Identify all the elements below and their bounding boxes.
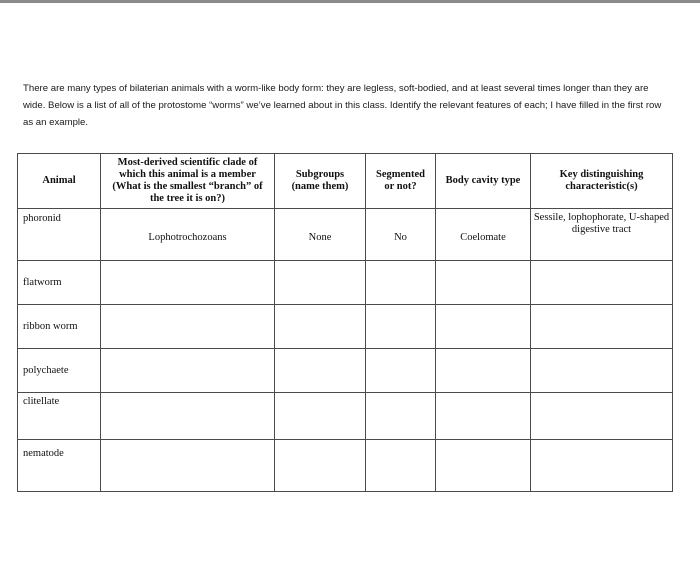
cell-clade: Lophotrochozoans: [101, 209, 275, 261]
header-features: Key distinguishing characteristic(s): [531, 154, 673, 209]
table-row-flatworm: [18, 261, 673, 305]
cell-body-cavity-blank[interactable]: [436, 261, 531, 305]
cell-features-blank[interactable]: [531, 440, 673, 492]
cell-clade-blank[interactable]: [101, 349, 275, 393]
table-row-clitellate: [18, 393, 673, 440]
cell-subgroups-blank[interactable]: [275, 305, 366, 349]
cell-subgroups-blank[interactable]: [275, 393, 366, 440]
cell-body-cavity-blank[interactable]: [436, 393, 531, 440]
cell-animal: phoronid: [18, 209, 101, 261]
cell-body-cavity-blank[interactable]: [436, 305, 531, 349]
table-row-phoronid: [18, 209, 673, 261]
cell-features-blank[interactable]: [531, 261, 673, 305]
cell-subgroups-blank[interactable]: [275, 440, 366, 492]
table-header-row: [18, 154, 673, 209]
cell-body-cavity-blank[interactable]: [436, 440, 531, 492]
cell-clade-blank[interactable]: [101, 305, 275, 349]
header-segmented: Segmented or not?: [366, 154, 436, 209]
cell-segmented-blank[interactable]: [366, 349, 436, 393]
table-row-nematode: [18, 440, 673, 492]
cell-body-cavity: Coelomate: [436, 209, 531, 261]
table-row-ribbon-worm: [18, 305, 673, 349]
cell-animal: clitellate: [18, 393, 101, 440]
cell-segmented-blank[interactable]: [366, 440, 436, 492]
cell-segmented: No: [366, 209, 436, 261]
cell-features-blank[interactable]: [531, 305, 673, 349]
cell-clade-blank[interactable]: [101, 261, 275, 305]
cell-body-cavity-blank[interactable]: [436, 349, 531, 393]
instructions-paragraph: There are many types of bilaterian animals with a worm-like body form: they are legless, soft-bodied, and at least several times longer than they are wide. Below is a list of all of the protostome “worms” we’ve learned about in this class. Identify the relevant features of each; I have filled in the first row as an example.: [23, 82, 662, 128]
cell-clade-blank[interactable]: [101, 440, 275, 492]
cell-features-blank[interactable]: [531, 393, 673, 440]
cell-animal: ribbon worm: [18, 305, 101, 349]
table-row-polychaete: [18, 349, 673, 393]
cell-animal: nematode: [18, 440, 101, 492]
cell-segmented-blank[interactable]: [366, 305, 436, 349]
header-clade: Most-derived scientific clade of which this animal is a member (What is the smallest “branch” of the tree it is on?): [101, 154, 275, 209]
cell-features: Sessile, lophophorate, U-shaped digestive tract: [531, 209, 673, 261]
cell-clade-blank[interactable]: [101, 393, 275, 440]
cell-subgroups-blank[interactable]: [275, 349, 366, 393]
cell-animal: flatworm: [18, 261, 101, 305]
cell-animal: polychaete: [18, 349, 101, 393]
worm-features-table: [17, 153, 673, 492]
header-body-cavity: Body cavity type: [436, 154, 531, 209]
header-subgroups: Subgroups (name them): [275, 154, 366, 209]
cell-segmented-blank[interactable]: [366, 261, 436, 305]
top-border-bar: [0, 0, 700, 3]
header-animal: Animal: [18, 154, 101, 209]
cell-segmented-blank[interactable]: [366, 393, 436, 440]
cell-subgroups: None: [275, 209, 366, 261]
cell-subgroups-blank[interactable]: [275, 261, 366, 305]
cell-features-blank[interactable]: [531, 349, 673, 393]
